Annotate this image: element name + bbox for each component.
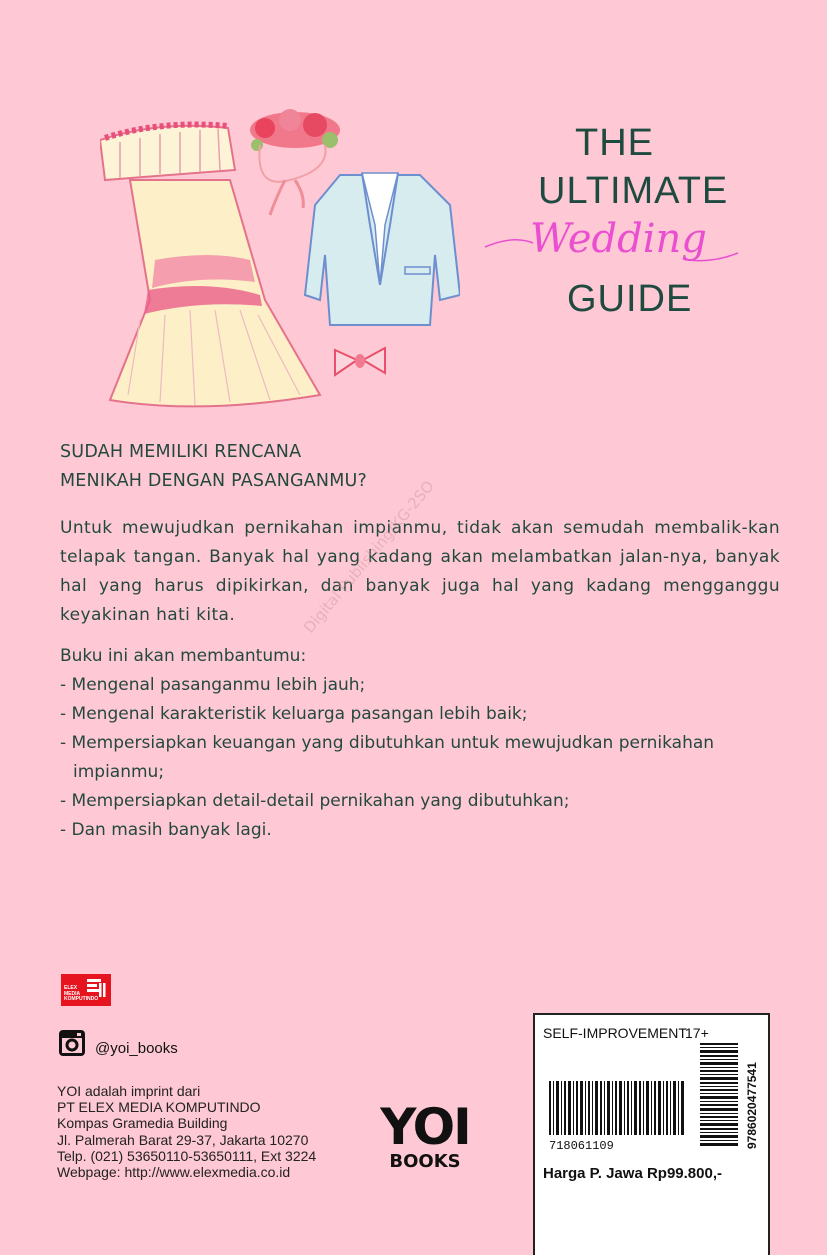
yoi-logo-big: YOI — [380, 1098, 470, 1156]
publisher-info-line: Telp. (021) 53650110-53650111, Ext 3224 — [57, 1147, 317, 1164]
list-item: - Mengenal karakteristik keluarga pasangan lebih baik; — [60, 700, 760, 729]
instagram-icon — [58, 1029, 86, 1057]
publisher-info-line: Kompas Gramedia Building — [57, 1115, 228, 1132]
list-item: - Mempersiapkan keuangan yang dibutuhkan untuk mewujudkan pernikahan impianmu; — [60, 729, 760, 787]
logo-line: MEDIA — [64, 990, 81, 997]
yoi-logo-small: BOOKS — [389, 1151, 461, 1172]
publisher-info-line: Jl. Palmerah Barat 29-37, Jakarta 10270 — [57, 1131, 309, 1148]
title-line-guide: GUIDE — [567, 278, 693, 320]
blurb-paragraph: Untuk mewujudkan pernikahan impianmu, tidak akan semudah membalik-kan telapak tangan. Banyak hal yang kadang akan melambatkan jalan-nya, banyak hal yang harus dipikirkan, dan banyak juga hal yang kadang mengganggu keyakinan hati kita. — [60, 518, 780, 625]
title-script-wedding: Wedding — [530, 216, 707, 262]
internal-barcode — [549, 1081, 685, 1135]
internal-code: 718061109 — [549, 1139, 614, 1153]
logo-line: ELEX — [64, 985, 78, 991]
list-item: - Mempersiapkan detail-detail pernikahan yang dibutuhkan; — [60, 787, 760, 816]
publisher-info-line: PT ELEX MEDIA KOMPUTINDO — [57, 1099, 261, 1116]
script-flourish-icon — [483, 225, 743, 285]
title-line-the: THE — [575, 122, 654, 164]
age-rating: 17+ — [685, 1025, 709, 1041]
bow-tie-illustration — [330, 345, 390, 380]
elex-media-logo — [61, 974, 111, 1006]
isbn-number: 9786020477541 — [745, 1062, 759, 1149]
list-item: - Mengenal pasanganmu lebih jauh; — [60, 671, 760, 700]
publisher-info — [57, 1083, 316, 1180]
blurb-heading-line2: MENIKAH DENGAN PASANGANMU? — [60, 471, 367, 491]
instagram-handle: @yoi_books — [95, 1040, 178, 1057]
list-item: - Dan masih banyak lagi. — [60, 816, 760, 845]
price-label: Harga P. Jawa Rp99.800,- — [543, 1165, 722, 1182]
blurb-heading-line1: SUDAH MEMILIKI RENCANA — [60, 442, 302, 462]
barcode-box — [533, 1013, 770, 1255]
yoi-books-logo — [369, 1098, 481, 1173]
elex-media-mark-icon — [87, 979, 107, 997]
logo-line: KOMPUTINDO — [64, 996, 99, 1002]
publisher-info-line: YOI adalah imprint dari — [57, 1083, 201, 1099]
suit-jacket-illustration — [300, 165, 460, 335]
category-label: SELF-IMPROVEMENT — [543, 1025, 687, 1041]
title-line-ultimate: ULTIMATE — [538, 170, 729, 212]
isbn-barcode — [700, 1043, 738, 1147]
list-intro: Buku ini akan membantumu: — [60, 646, 307, 666]
watermark: Digital Publishing/KG-2SO — [300, 477, 438, 637]
blurb-heading — [60, 438, 367, 496]
benefits-list — [60, 671, 760, 845]
publisher-info-line: Webpage: http://www.elexmedia.co.id — [57, 1164, 291, 1181]
